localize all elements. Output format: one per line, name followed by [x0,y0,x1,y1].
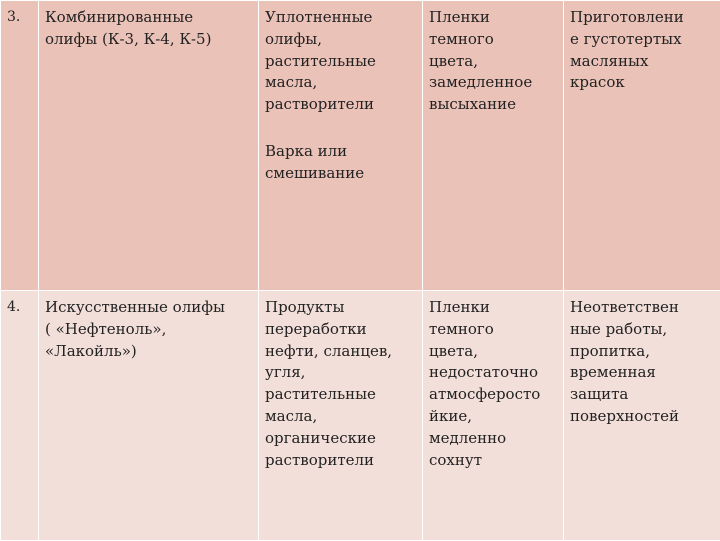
raw-materials-cell [259,291,423,541]
production-process: Варка или смешивание [259,135,422,185]
olify-name-cell [39,291,259,541]
properties-cell [423,1,564,291]
olify-name-cell [39,1,259,291]
row-number-cell [1,1,39,291]
raw-materials: Уплотненные олифы, растительные масла, растворители [259,1,422,116]
film-properties: Пленки темного цвета, замедленное высыхание [423,1,563,116]
properties-cell [423,291,564,541]
row-number: 4. [1,291,38,319]
row-number: 3. [1,1,38,29]
row-number-cell [1,291,39,541]
raw-materials-cell [259,1,423,291]
table-row [1,291,720,541]
application: Неответствен ные работы, пропитка, временная защита поверхностей [564,291,720,428]
application-cell [564,291,720,541]
application: Приготовлени е густотертых масляных красок [564,1,720,94]
raw-materials: Продукты переработки нефти, сланцев, угля, растительные масла, органические растворители [259,291,422,471]
table-row [1,1,720,291]
olify-name: Искусственные олифы ( «Нефтеноль», «Лакойль») [39,291,258,362]
film-properties: Пленки темного цвета, недостаточно атмосферосто йкие, медленно сохнут [423,291,563,471]
olify-name: Комбинированные олифы (К-3, К-4, К-5) [39,1,258,51]
application-cell [564,1,720,291]
